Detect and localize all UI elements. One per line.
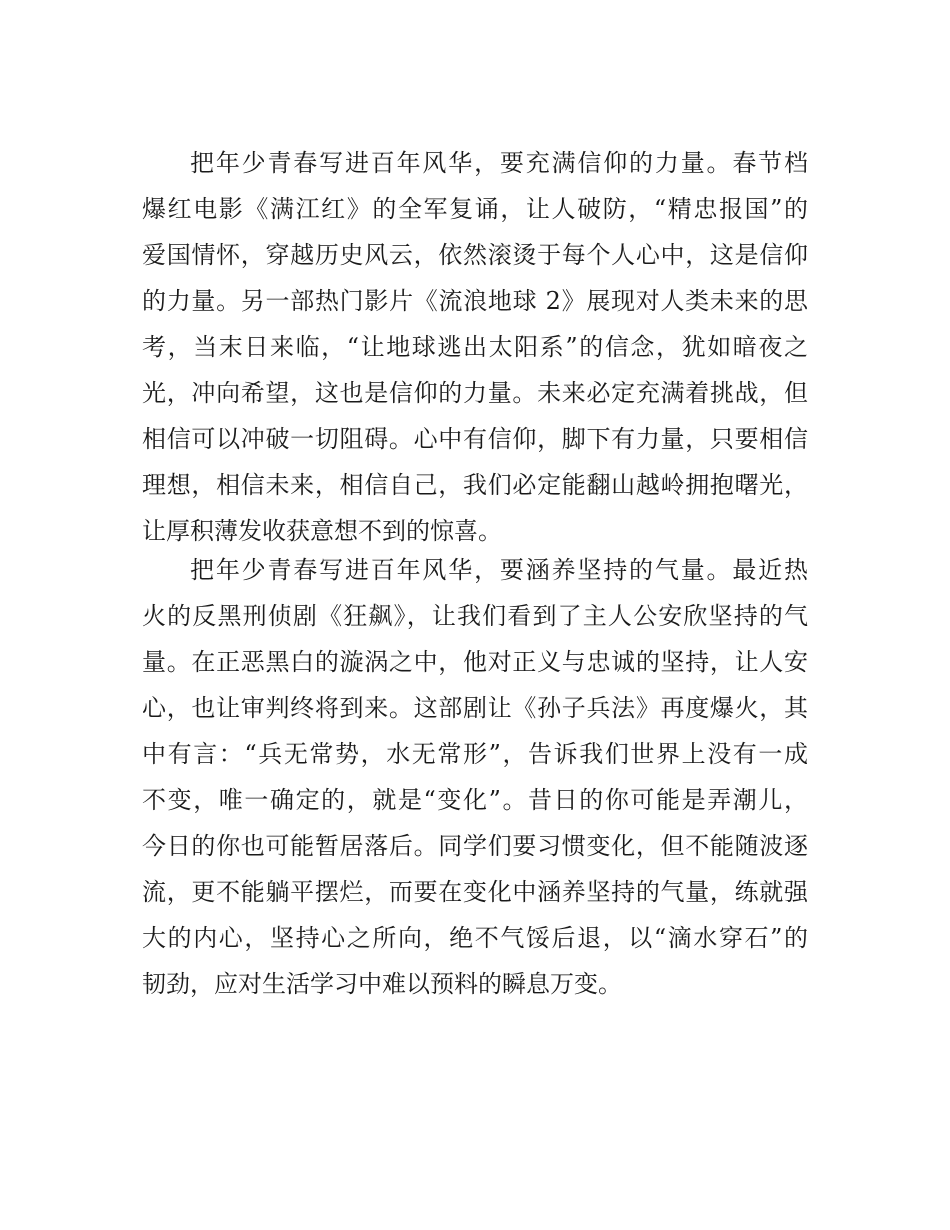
paragraph-line: 不变，唯一确定的，就是“变化”。昔日的你可能是弄潮儿， (142, 786, 808, 814)
paragraph-persistence (142, 547, 808, 1007)
paragraph-line: 火的反黑刑侦剧《狂飙》，让我们看到了主人公安欣坚持的气 (142, 602, 808, 630)
paragraph-line: 的力量。另一部热门影片《流浪地球 2》展现对人类未来的思 (142, 287, 808, 315)
paragraph-line: 让厚积薄发收获意想不到的惊喜。 (142, 517, 502, 545)
paragraph-line: 中有言：“兵无常势，水无常形”，告诉我们世界上没有一成 (142, 740, 808, 768)
paragraph-line: 量。在正恶黑白的漩涡之中，他对正义与忠诚的坚持，让人安 (142, 648, 808, 676)
paragraph-line: 流，更不能躺平摆烂，而要在变化中涵养坚持的气量，练就强 (142, 878, 808, 906)
paragraph-line: 把年少青春写进百年风华，要涵养坚持的气量。最近热 (190, 556, 808, 584)
paragraph-line: 心，也让审判终将到来。这部剧让《孙子兵法》再度爆火，其 (142, 694, 808, 722)
paragraph-faith (142, 140, 808, 554)
paragraph-line: 把年少青春写进百年风华，要充满信仰的力量。春节档 (190, 149, 808, 177)
paragraph-line: 光，冲向希望，这也是信仰的力量。未来必定充满着挑战，但 (142, 379, 808, 407)
paragraph-line: 相信可以冲破一切阻碍。心中有信仰，脚下有力量，只要相信 (142, 425, 808, 453)
paragraph-line: 爱国情怀，穿越历史风云，依然滚烫于每个人心中，这是信仰 (142, 241, 808, 269)
paragraph-line: 韧劲，应对生活学习中难以预料的瞬息万变。 (142, 970, 622, 998)
paragraph-line: 理想，相信未来，相信自己，我们必定能翻山越岭拥抱曙光， (142, 471, 808, 499)
paragraph-line: 大的内心，坚持心之所向，绝不气馁后退，以“滴水穿石”的 (142, 924, 808, 952)
paragraph-line: 爆红电影《满江红》的全军复诵，让人破防，“精忠报国”的 (142, 195, 808, 223)
paragraph-line: 考，当末日来临，“让地球逃出太阳系”的信念，犹如暗夜之 (142, 333, 808, 361)
paragraph-line: 今日的你也可能暂居落后。同学们要习惯变化，但不能随波逐 (142, 832, 808, 860)
